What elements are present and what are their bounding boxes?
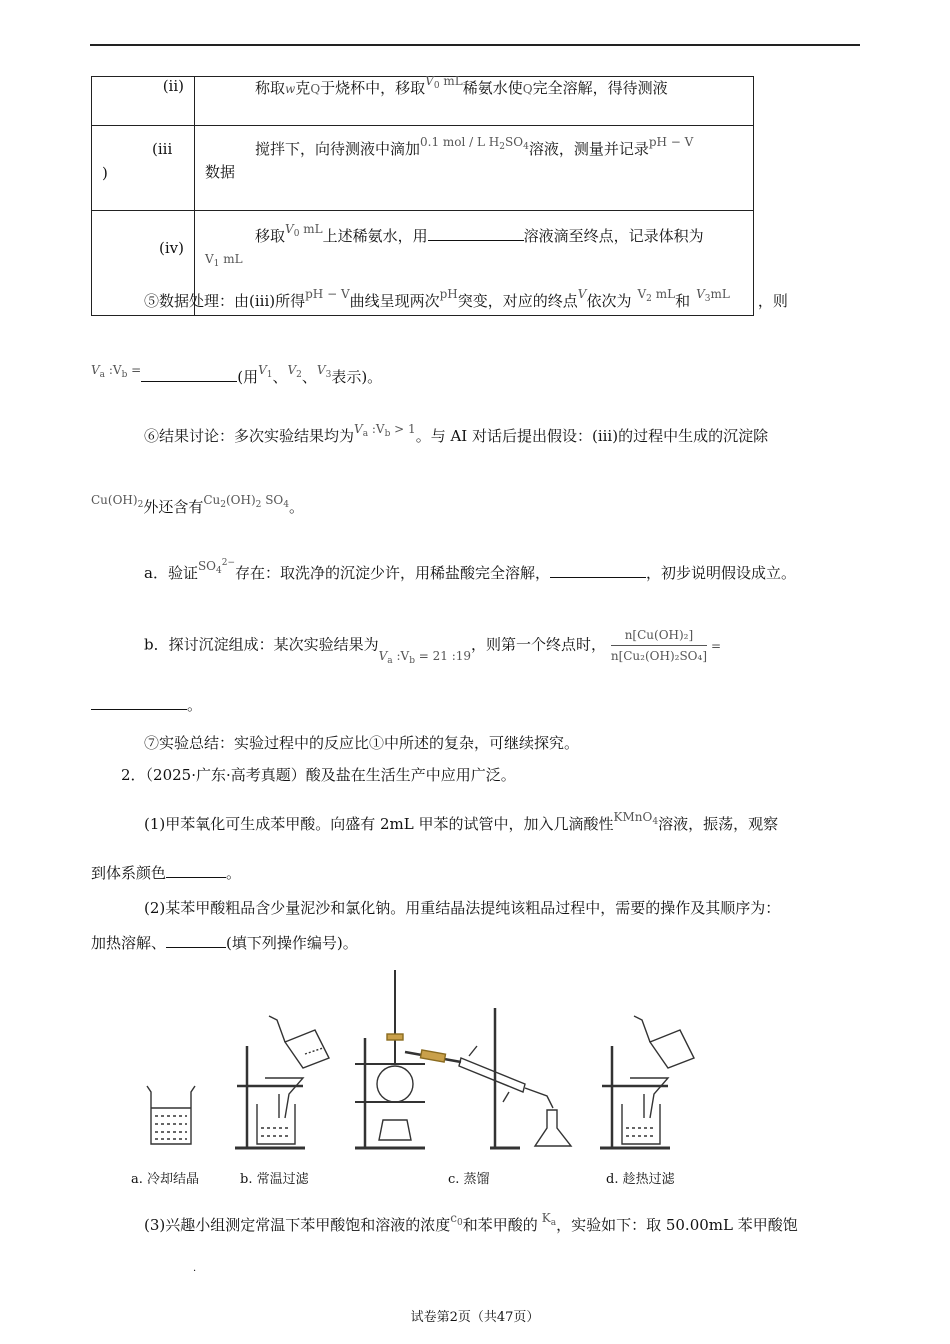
paragraph-result-discussion: ⑥结果讨论：多次实验结果均为$^{V_a :V_b > 1}$。与 AI 对话后提出假设：(iii)的过程中生成的沉淀除 <box>144 422 769 445</box>
header-rule <box>90 44 860 46</box>
procedure-table <box>91 76 754 316</box>
paragraph-ratio-expression: $^{V_a :V_b =}$ (用$^{V_1}$、$^{V_2}$、$^{V_3}$表示)。 <box>91 363 383 386</box>
step-number: (iii ) <box>92 126 195 211</box>
question-2-heading: 2．（2025·广东·高考真题）酸及盐在生活生产中应用广泛。 <box>121 766 516 784</box>
question-2-part-1-cont: 到体系颜色 。 <box>91 864 242 882</box>
paragraph-precipitate-composition: b．探讨沉淀组成：某次实验结果为$_{V_a :V_b = 21 :19}$，则第一个终点时， $\frac{\text{n[Cu(OH)₂]}}{\text{n[Cu₂(OH)₂SO₄]}}$ = <box>144 628 722 666</box>
answer-blank[interactable] <box>91 695 187 710</box>
caption-a: a. 冷却结晶 <box>131 1172 200 1187</box>
stray-mark: · <box>193 1266 197 1277</box>
step-number: (ii) <box>92 77 195 126</box>
answer-blank[interactable] <box>166 933 226 948</box>
step-number: (iv) <box>92 211 195 316</box>
step-text: 搅拌下，向待测液中滴加$^{0.1 mol / L H_2SO_4}$溶液，测量并记录$^{pH - V}$ 数据 <box>195 126 754 211</box>
distillation-apparatus <box>355 970 571 1148</box>
answer-blank[interactable] <box>428 226 524 241</box>
filtration-apparatus-hot <box>600 1016 694 1148</box>
paragraph-summary: ⑦实验总结：实验过程中的反应比①中所述的复杂，可继续探究。 <box>144 734 580 752</box>
paragraph-data-processing: ⑤数据处理：由(iii)所得$^{pH - V}$曲线呈现两次$^{pH}$突变，对应的终点$^V$依次为 $^{V_2 mL}$和 $^{V_3mL}$ ，则 <box>144 287 788 310</box>
answer-blank[interactable] <box>166 863 226 878</box>
table-row <box>92 77 754 126</box>
step-text: 称取w克Q于烧杯中，移取$^{V_0 mL}$稀氨水使Q完全溶解，得待测液 <box>195 77 754 126</box>
question-2-part-1: (1)甲苯氧化可生成苯甲酸。向盛有 2mL 甲苯的试管中，加入几滴酸性$^{KMnO_4}$溶液，振荡，观察 <box>144 810 779 833</box>
answer-blank[interactable] <box>550 563 646 578</box>
caption-c: c. 蒸馏 <box>448 1172 490 1187</box>
table-row <box>92 126 754 211</box>
answer-blank[interactable] <box>141 367 237 382</box>
mole-ratio-fraction: $\frac{\text{n[Cu(OH)₂]}}{\text{n[Cu₂(OH)₂SO₄]}}$ <box>610 628 708 663</box>
caption-d: d. 趁热过滤 <box>606 1172 675 1187</box>
caption-b: b. 常温过滤 <box>240 1172 309 1187</box>
question-2-part-2-cont: 加热溶解、 (填下列操作编号)。 <box>91 934 358 952</box>
paragraph-answer-line: 。 <box>91 694 202 715</box>
paragraph-precipitate: $^{Cu(OH)_2}$外还含有$^{Cu_2(OH)_2 SO_4}$。 <box>91 493 305 516</box>
beaker-apparatus <box>147 1086 195 1144</box>
filtration-apparatus-room-temp <box>235 1016 329 1148</box>
question-2-part-2: (2)某苯甲酸粗品含少量泥沙和氯化钠。用重结晶法提纯该粗品过程中，需要的操作及其顺序为： <box>144 899 781 917</box>
apparatus-figure <box>125 968 715 1188</box>
paragraph-verify-sulfate: a．验证$^{SO_4^{2-}}$存在：取洗净的沉淀少许，用稀盐酸完全溶解， ，初步说明假设成立。 <box>144 558 797 582</box>
question-2-part-3: (3)兴趣小组测定常温下苯甲酸饱和溶液的浓度$^{c_0}$和苯甲酸的 $^{K_a}$，实验如下：取 50.00mL 苯甲酸饱 <box>144 1211 798 1234</box>
page-footer: 试卷第2页（共47页） <box>410 1310 540 1325</box>
step-text: 移取$^{V_0 mL}$上述稀氨水，用 溶液滴至终点，记录体积为 $V_1$ mL <box>195 211 754 316</box>
